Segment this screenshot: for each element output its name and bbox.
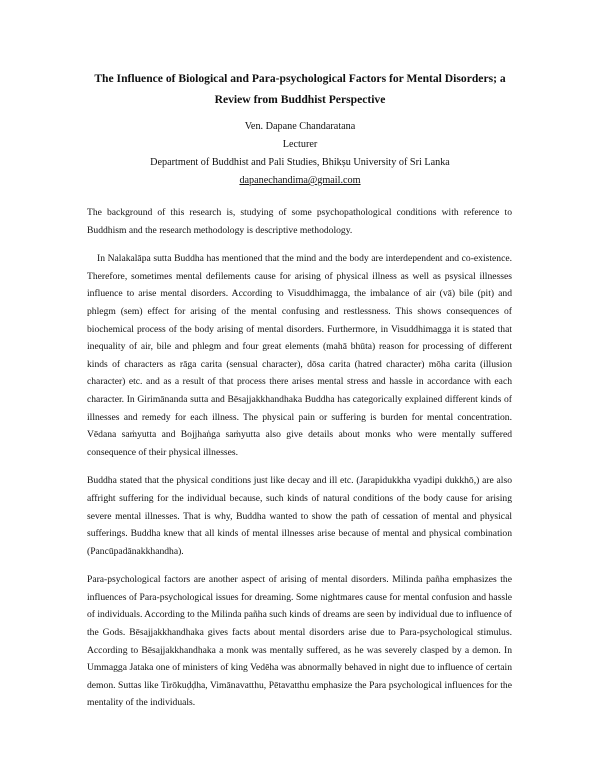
paper-title: [70, 68, 530, 110]
author-email[interactable]: dapanechandima@gmail.com: [239, 175, 361, 186]
author-affiliation: Department of Buddhist and Pali Studies, Bhikṣu University of Sri Lanka: [150, 157, 450, 168]
author-position: Lecturer: [282, 139, 318, 150]
paragraph-biological: In Nalakalāpa sutta Buddha has mentioned that the mind and the body are interdependent and co-existence. Therefore, sometimes mental defilements cause for arising of physical illness as well as psysical illnesses influence to arise mental disorders. According to Visuddhimagga, the imbalance of air (vā) bile (pit) and phlegm (sem) effect for arising of the mental confusing and restlessness. This shows consequences of biochemical process of the body arising of mental disorders. Furthermore, in Visuddhimagga it is stated that inequality of air, bile and phlegm and four great elements (mahā bhūta) reason for processing of different kinds of characters as rāga carita (sensual character), dōsa carita (hatred character) mōha carita (illusion character) etc. and as a result of that process there arises mental stress and hassle in accordance with each character. In Girimānanda sutta and Bēsajjakkhandhaka Buddha has categorically explained different kinds of illnesses and remedy for each illness. The physical pain or suffering is burden for mental concentration. Vēdana saṁyutta and Bojjhaṅga saṁyutta also give details about monks who were mentally suffered consequence of their physical illnesses.: [87, 253, 512, 458]
author-block: [87, 118, 513, 190]
author-name: Ven. Dapane Chandaratana: [244, 121, 356, 132]
title-line-1: The Influence of Biological and Para-psychological Factors for Mental Disorders; a: [94, 72, 506, 85]
paragraph-background: The background of this research is, studying of some psychopathological conditions with reference to Buddhism and the research methodology is descriptive methodology.: [87, 207, 512, 236]
paragraph-para-psychological: Para-psychological factors are another aspect of arising of mental disorders. Milinda pañha emphasizes the influences of Para-psychological issues for dreaming. Some nightmares cause for mental confusion and hassle of individuals. According to the Milinda pañha such kinds of dreams are seen by individual due to influence of the Gods. Bēsajjakkhandhaka gives facts about mental disorders arise due to Para-psychological stimulus. According to Bēsajjakkhandhaka a monk was mentally suffered, as he was severely clasped by a demon. In Ummagga Jataka one of ministers of king Vedēha was abnormally behaved in night due to influence of certain demon. Suttas like Tirōkuḍḍha, Vimānavatthu, Pētavatthu emphasize the Para psychological influences for the mentality of the individuals.: [87, 574, 512, 709]
abstract-body: [87, 204, 512, 723]
title-line-2: Review from Buddhist Perspective: [214, 93, 386, 106]
paragraph-physical-conditions: Buddha stated that the physical conditions just like decay and ill etc. (Jarapidukkha vyadipi dukkhō,) are also affright suffering for the individual because, such kinds of natural conditions of the body cause for arising severe mental illnesses. That is why, Buddha wanted to show the path of cessation of mental and physical sufferings. Buddha knew that all kinds of mental illnesses arise because of mental and physical combination (Pancūpadānakkhandha).: [87, 475, 512, 557]
